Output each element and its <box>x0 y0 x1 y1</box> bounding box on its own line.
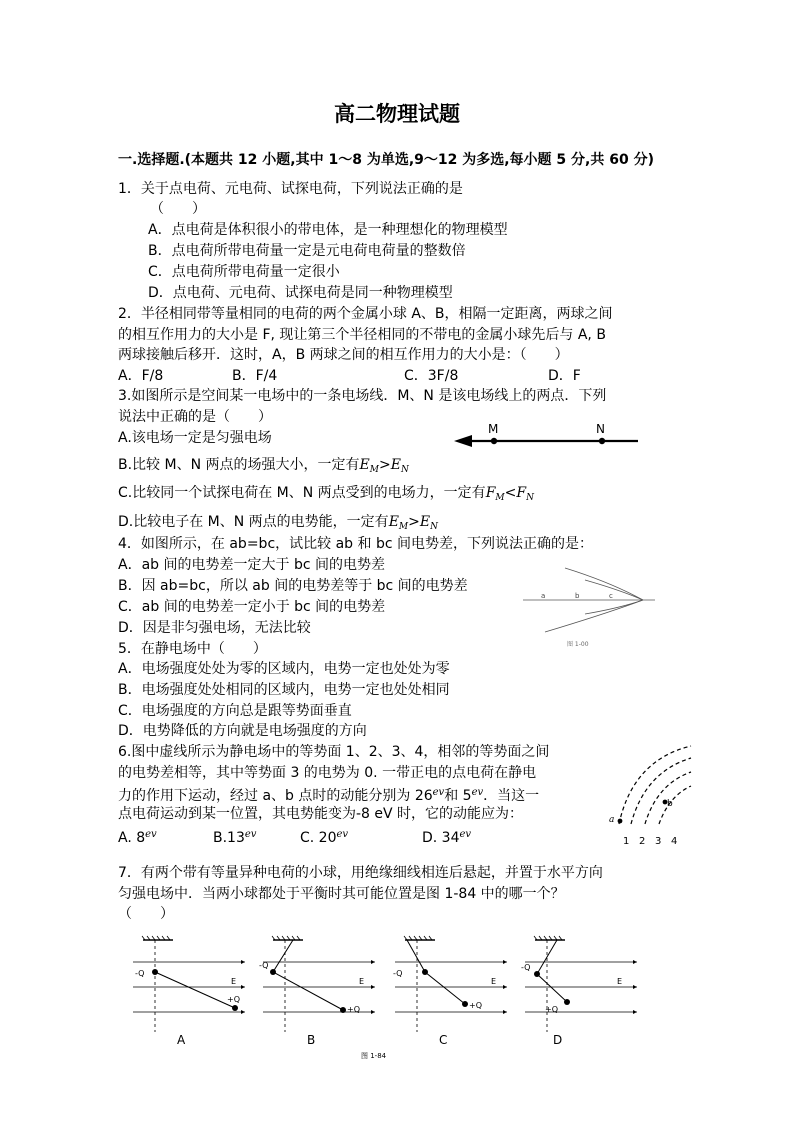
q2-line2: 的相互作用力的大小是 F, 现让第三个半径相同的不带电的金属小球先后与 A, B <box>118 327 606 343</box>
panel-b <box>259 936 375 1047</box>
math-sub-m: M <box>369 465 379 475</box>
q7-figure <box>125 932 640 1062</box>
math-sub-n: N <box>430 522 438 532</box>
equipotential-4 <box>659 786 691 824</box>
field-line-lower-inner <box>585 600 643 614</box>
q5-option-a: A．电场强度处处为零的区域内，电势一定也处处为零 <box>118 661 450 677</box>
q6-line2: 的电势差相等，其中等势面 3 的电势为 0. 一带正电的点电荷在静电 <box>118 765 537 781</box>
q2-option-a: A．F/8 <box>118 368 164 384</box>
unit-ev: ev <box>244 829 257 840</box>
equipotential-label-2: 2 <box>639 836 646 847</box>
q4-field-figure <box>515 562 660 652</box>
label-b: b <box>575 592 580 600</box>
charge-negative <box>422 969 428 975</box>
q5-stem: 5．在静电场中（ ） <box>118 641 267 657</box>
equipotential-2 <box>631 758 691 824</box>
equipotential-label-1: 1 <box>623 836 630 847</box>
q3-line1: 3.如图所示是空间某一电场中的一条电场线．M、N 是该电场线上的两点．下列 <box>118 388 607 404</box>
option-label-a: A <box>177 1033 186 1047</box>
q6-line3-part2: 和 5 <box>444 788 472 804</box>
q4-option-d: D．因是非匀强电场，无法比较 <box>118 620 311 636</box>
panel-a <box>133 936 245 1047</box>
q6-option-a <box>118 826 157 847</box>
q3-option-c <box>118 484 534 507</box>
unit-ev: ev <box>471 787 484 798</box>
math-gt: > <box>378 457 391 473</box>
q2-line3: 两球接触后移开．这时，A，B 两球之间的相互作用力的大小是：（ ） <box>118 347 569 363</box>
q6-option-a-text: A. 8 <box>118 830 146 846</box>
charge-positive <box>462 1001 468 1007</box>
label-neg-q: -Q <box>393 969 403 978</box>
math-gt: > <box>408 514 420 530</box>
math-e: E <box>388 514 399 530</box>
equipotential-label-3: 3 <box>655 836 662 847</box>
point-a <box>618 819 623 824</box>
section-heading: 一.选择题.(本题共 12 小题,其中 1～8 为单选,9～12 为多选,每小题 5 分,共 60 分) <box>118 152 654 168</box>
panel-c <box>393 936 507 1047</box>
q6-option-b <box>213 826 256 847</box>
thread <box>537 940 567 1002</box>
q3-option-b <box>118 456 409 479</box>
q6-option-d-text: D. 34 <box>422 830 460 846</box>
q2-line1: 2．半径相同带等量相同的电荷的两个金属小球 A、B，相隔一定距离，两球之间 <box>118 306 613 322</box>
q2-option-d: D．F <box>548 368 581 384</box>
q7-line2: 匀强电场中．当两小球都处于平衡时其可能位置是图 1-84 中的哪一个？ <box>118 886 565 902</box>
charge-positive <box>340 1007 346 1013</box>
label-e: E <box>231 977 237 986</box>
q6-option-c-text: C. 20 <box>300 830 337 846</box>
equipotential-3 <box>645 772 691 824</box>
label-n: N <box>596 422 605 436</box>
q2-option-b: B．F/4 <box>232 368 278 384</box>
point-m <box>491 438 497 444</box>
q4-option-a: A．ab 间的电势差一定大于 bc 间的电势差 <box>118 557 385 573</box>
figure-caption: 图 1-84 <box>361 1052 387 1060</box>
q5-option-d: D．电势降低的方向就是电场强度的方向 <box>118 723 367 739</box>
q6-line1: 6.图中虚线所示为静电场中的等势面 1、2、3、4，相邻的等势面之间 <box>118 744 550 760</box>
label-pos-q: +Q <box>469 1001 482 1010</box>
q6-line3-part3: ．当这一 <box>483 788 540 804</box>
math-f: F <box>516 485 527 501</box>
label-neg-q: -Q <box>259 961 269 970</box>
q1-option-a: A．点电荷是体积很小的带电体，是一种理想化的物理模型 <box>148 222 508 238</box>
q1-option-c: C．点电荷所带电荷量一定很小 <box>148 264 340 280</box>
q3-line2: 说法中正确的是（ ） <box>118 409 272 425</box>
thread <box>155 972 235 1008</box>
q6-option-b-text: B.13 <box>213 830 245 846</box>
charge-negative <box>534 971 540 977</box>
q2-option-c: C．3F/8 <box>404 368 459 384</box>
option-label-c: C <box>439 1033 448 1047</box>
unit-ev: ev <box>459 829 472 840</box>
math-lt: < <box>504 485 517 501</box>
q6-option-d <box>422 826 471 847</box>
unit-ev: ev <box>145 829 157 840</box>
label-c: c <box>609 592 613 600</box>
charge-positive <box>564 999 570 1005</box>
math-e: E <box>359 457 370 473</box>
label-neg-q: -Q <box>521 963 531 972</box>
q3-field-line-figure <box>450 420 645 452</box>
q3-option-d <box>118 513 438 536</box>
figure-caption: 图 1-00 <box>567 641 589 648</box>
math-e: E <box>390 457 401 473</box>
math-e: E <box>419 514 431 530</box>
charge-negative <box>270 969 276 975</box>
q6-equipotential-figure <box>605 738 695 850</box>
thread <box>273 940 343 1010</box>
q4-stem: 4．如图所示，在 ab=bc，试比较 ab 和 bc 间电势差，下列说法正确的是： <box>118 536 593 552</box>
panel-d <box>521 936 637 1047</box>
arrow-left-icon <box>454 435 472 447</box>
q3-option-d-text: D.比较电子在 M、N 两点的电势能，一定有 <box>118 514 389 530</box>
math-f: F <box>485 485 496 501</box>
label-e: E <box>491 977 497 986</box>
q4-option-c: C．ab 间的电势差一定小于 bc 间的电势差 <box>118 599 386 615</box>
math-sub-m: M <box>495 493 505 503</box>
math-sub-m: M <box>398 522 409 532</box>
q1-stem: 1．关于点电荷、元电荷、试探电荷，下列说法正确的是 <box>118 181 463 197</box>
q4-option-b: B．因 ab=bc，所以 ab 间的电势差等于 bc 间的电势差 <box>118 578 468 594</box>
q6-line3-part1: 力的作用下运动，经过 a、b 点时的动能分别为 26 <box>118 788 433 804</box>
thread <box>407 940 465 1004</box>
q5-option-c: C．电场强度的方向总是跟等势面垂直 <box>118 703 352 719</box>
q1-option-b: B．点电荷所带电荷量一定是元电荷电荷量的整数倍 <box>148 243 466 259</box>
label-b: b <box>667 799 673 809</box>
unit-ev: ev <box>432 787 445 798</box>
unit-ev: ev <box>336 829 349 840</box>
label-neg-q: -Q <box>135 969 145 978</box>
page-title: 高二物理试题 <box>334 101 460 126</box>
equipotential-label-4: 4 <box>671 836 678 847</box>
q1-answer-paren: （ ） <box>150 201 206 217</box>
label-pos-q: +Q <box>545 1005 558 1014</box>
q7-line1: 7．有两个带有等量异种电荷的小球，用绝缘细线相连后悬起，并置于水平方向 <box>118 865 603 881</box>
field-line-upper-inner <box>585 580 643 600</box>
equipotential-1 <box>619 746 691 824</box>
label-m: M <box>488 422 499 436</box>
charge-negative <box>152 969 158 975</box>
label-pos-q: +Q <box>227 995 240 1004</box>
label-e: E <box>617 977 623 986</box>
q6-line4: 点电荷运动到某一位置，其电势能变为-8 eV 时，它的动能应为： <box>118 806 524 822</box>
q5-option-b: B．电场强度处处相同的区域内，电势一定也处处相同 <box>118 682 450 698</box>
q3-option-b-text: B.比较 M、N 两点的场强大小，一定有 <box>118 457 360 473</box>
q6-line3 <box>118 784 539 805</box>
label-e: E <box>359 977 365 986</box>
option-label-b: B <box>307 1033 316 1047</box>
q7-answer-paren: （ ） <box>118 906 174 922</box>
option-label-d: D <box>553 1033 563 1047</box>
label-pos-q: +Q <box>347 1005 360 1014</box>
point-n <box>599 438 605 444</box>
q1-option-d: D．点电荷、元电荷、试探电荷是同一种物理模型 <box>148 285 453 301</box>
charge-positive <box>232 1005 238 1011</box>
q3-option-a: A.该电场一定是匀强电场 <box>118 430 272 446</box>
label-a: a <box>609 815 615 825</box>
q6-option-c <box>300 826 348 847</box>
q3-option-c-text: C.比较同一个试探电荷在 M、N 两点受到的电场力，一定有 <box>118 485 486 501</box>
label-a: a <box>541 592 546 600</box>
math-sub-n: N <box>400 465 409 475</box>
math-sub-n: N <box>526 493 534 503</box>
